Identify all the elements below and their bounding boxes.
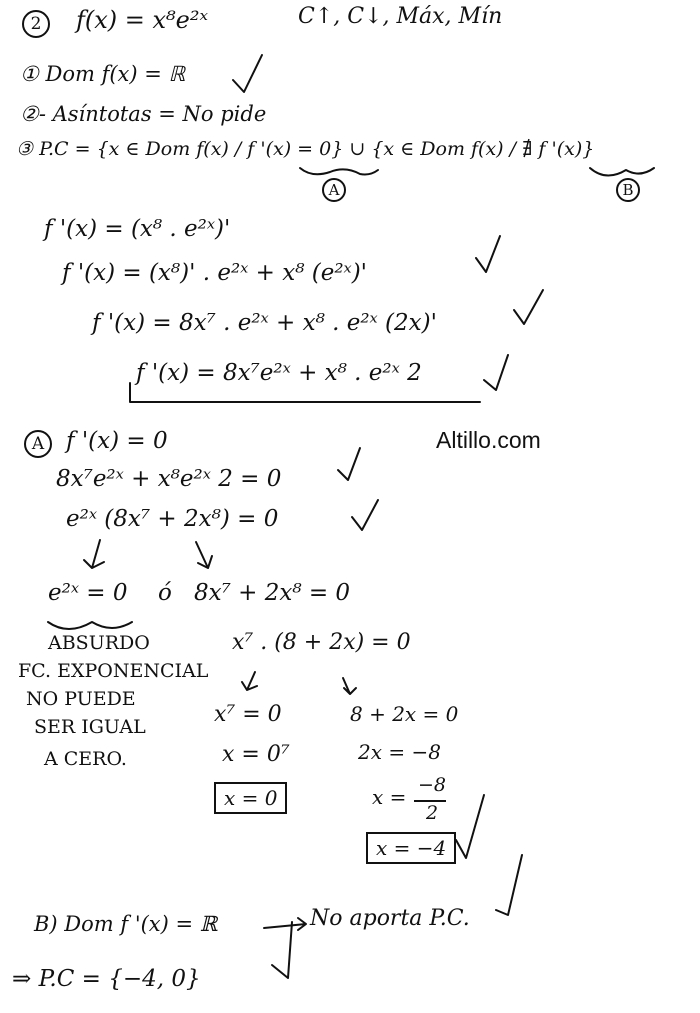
domain-line: ① Dom f(x) = ℝ bbox=[20, 62, 186, 86]
check-mark bbox=[352, 500, 378, 530]
left-equation-1: x⁷ = 0 bbox=[214, 702, 282, 727]
brace-a bbox=[300, 168, 378, 175]
absurdo-underline bbox=[48, 622, 132, 629]
branch-left: e²ˣ = 0 bbox=[48, 580, 128, 606]
branch-or: ó bbox=[158, 580, 172, 606]
task-list: C↑, C↓, Máx, Mín bbox=[298, 4, 503, 29]
marker-a: A bbox=[322, 178, 346, 202]
brace-b bbox=[590, 168, 654, 176]
arrow-right bbox=[343, 678, 356, 694]
function-definition: f(x) = x⁸e²ˣ bbox=[76, 6, 209, 34]
absurd-line-2: FC. EXPONENCIAL bbox=[18, 660, 209, 682]
arrow-long bbox=[264, 918, 306, 930]
check-mark bbox=[484, 355, 508, 390]
factored-equation: x⁷ . (8 + 2x) = 0 bbox=[232, 630, 411, 655]
asymptotes-line: ②- Asíntotas = No pide bbox=[20, 102, 267, 126]
watermark: Altillo.com bbox=[436, 427, 541, 453]
arrow-left bbox=[242, 672, 257, 690]
check-mark bbox=[272, 922, 292, 978]
part-a-marker: A bbox=[24, 430, 52, 458]
derivative-line-2: f '(x) = (x⁸)' . e²ˣ + x⁸ (e²ˣ)' bbox=[62, 260, 368, 286]
right-equation-3-lhs: x = bbox=[372, 785, 407, 809]
absurd-line-4: SER IGUAL bbox=[34, 716, 146, 738]
check-mark bbox=[476, 236, 500, 272]
right-equation-2: 2x = −8 bbox=[358, 740, 441, 764]
arrow-left bbox=[84, 540, 104, 568]
conclusion: ⇒ P.C = {−4, 0} bbox=[12, 966, 201, 992]
part-b-line: B) Dom f '(x) = ℝ bbox=[34, 912, 218, 936]
fraction-denominator: 2 bbox=[426, 802, 439, 824]
arrow-right bbox=[196, 542, 212, 568]
check-mark bbox=[514, 290, 543, 324]
right-equation-1: 8 + 2x = 0 bbox=[350, 702, 459, 726]
check-mark bbox=[496, 855, 522, 915]
branch-right: 8x⁷ + 2x⁸ = 0 bbox=[194, 580, 351, 606]
left-result-box: x = 0 bbox=[214, 782, 287, 814]
part-a-line-1: f '(x) = 0 bbox=[66, 428, 168, 454]
right-result-box: x = −4 bbox=[366, 832, 456, 864]
part-b-note: No aporta P.C. bbox=[310, 906, 470, 931]
check-mark bbox=[456, 795, 484, 858]
left-equation-2: x = 0⁷ bbox=[222, 742, 290, 767]
check-mark bbox=[233, 55, 262, 92]
absurd-line-5: A CERO. bbox=[44, 748, 127, 770]
marker-b: B bbox=[616, 178, 640, 202]
part-a-line-3: e²ˣ (8x⁷ + 2x⁸) = 0 bbox=[66, 506, 279, 532]
part-a-line-2: 8x⁷e²ˣ + x⁸e²ˣ 2 = 0 bbox=[56, 466, 282, 492]
absurd-line-1: ABSURDO bbox=[48, 632, 150, 654]
critical-points-line: ③ P.C = {x ∈ Dom f(x) / f '(x) = 0} ∪ {x ∈ Dom f(x) / ∄ f '(x)} bbox=[16, 138, 595, 160]
exercise-number: 2 bbox=[22, 10, 50, 38]
derivative-line-3: f '(x) = 8x⁷ . e²ˣ + x⁸ . e²ˣ (2x)' bbox=[92, 310, 437, 336]
derivative-line-1: f '(x) = (x⁸ . e²ˣ)' bbox=[44, 216, 231, 242]
derivative-line-4: f '(x) = 8x⁷e²ˣ + x⁸ . e²ˣ 2 bbox=[136, 360, 422, 386]
check-mark bbox=[338, 448, 360, 480]
fraction-numerator: −8 bbox=[418, 774, 447, 796]
absurd-line-3: NO PUEDE bbox=[26, 688, 136, 710]
